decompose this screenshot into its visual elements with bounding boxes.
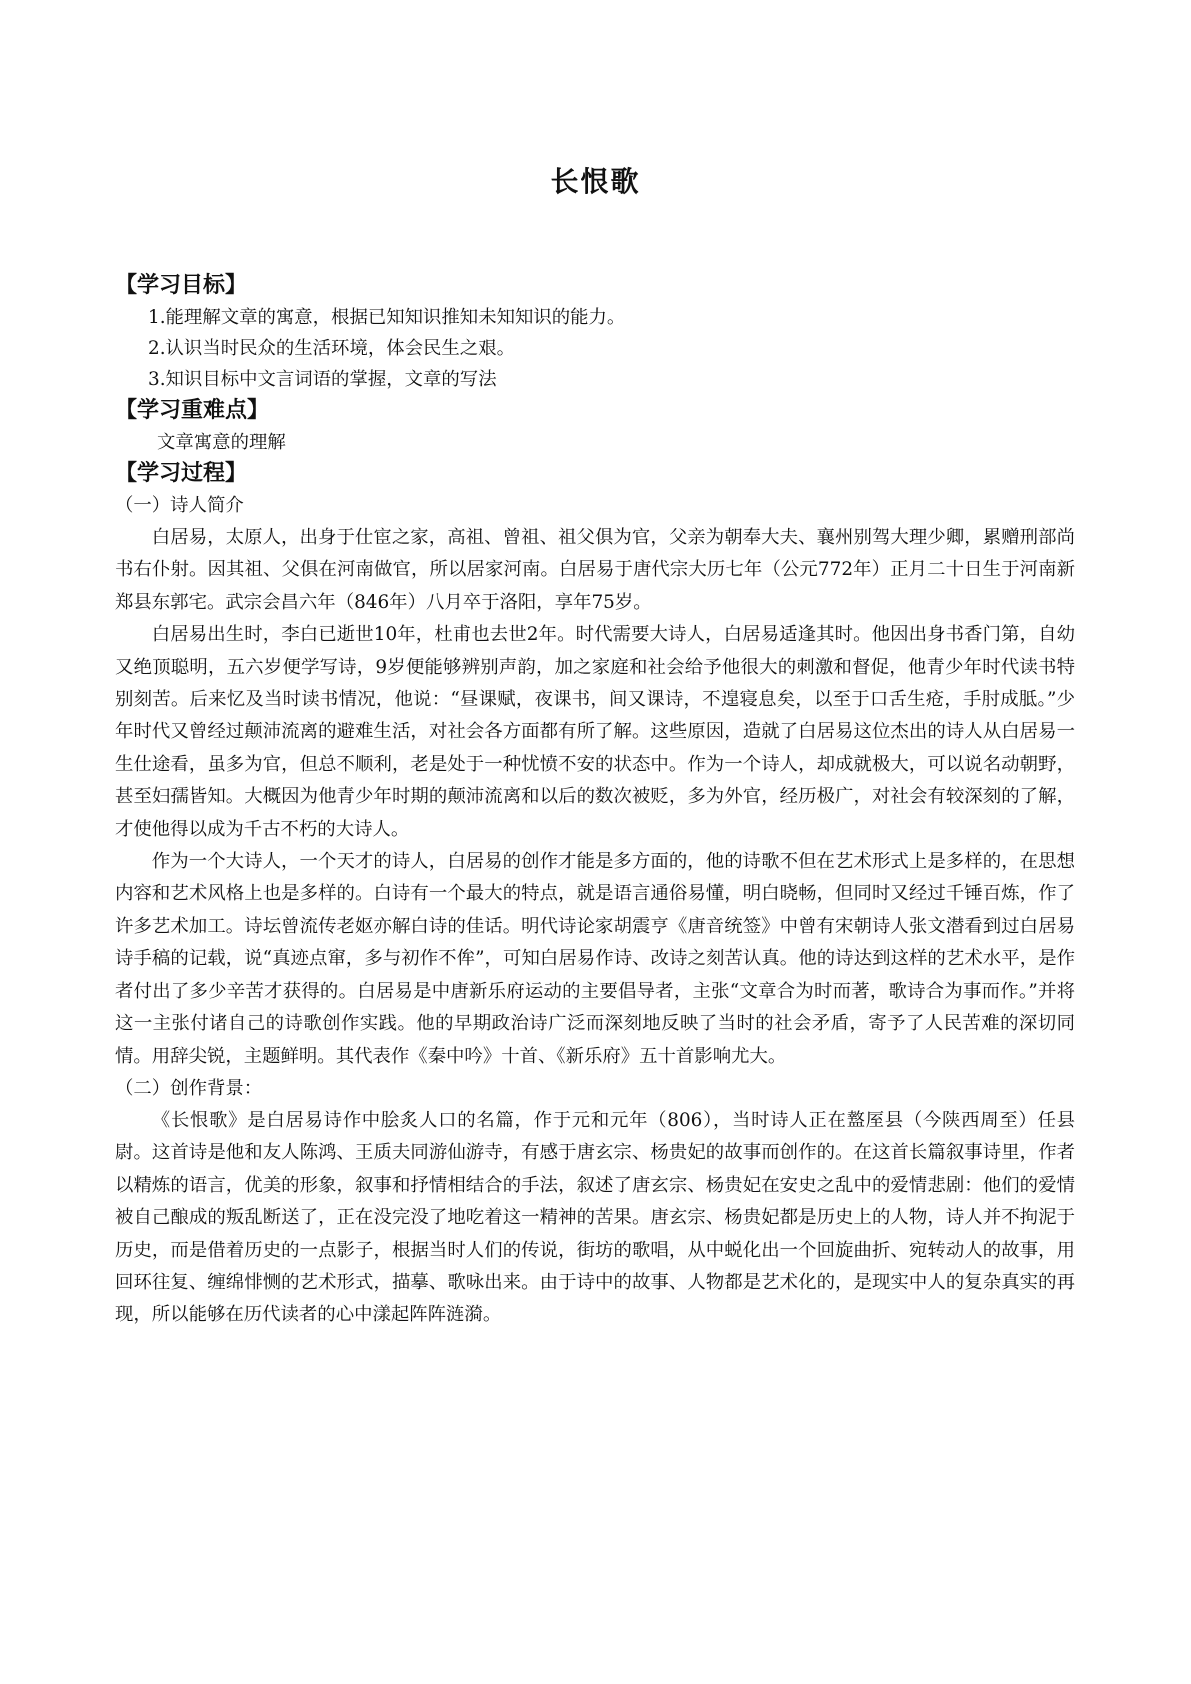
poet-intro-paragraph: 作为一个大诗人，一个天才的诗人，白居易的创作才能是多方面的，他的诗歌不但在艺术形式上是多样的，在思想内容和艺术风格上也是多样的。白诗有一个最大的特点，就是语言通俗易懂，明白晓畅，但同时又经过千锤百炼，作了许多艺术加工。诗坛曾流传老妪亦解白诗的佳话。明代诗论家胡震亨《唐音统签》中曾有宋朝诗人张文潜看到过白居易诗手稿的记载，说“真迹点窜，多与初作不侔”，可知白居易作诗、改诗之刻苦认真。他的诗达到这样的艺术水平，是作者付出了多少辛苦才获得的。白居易是中唐新乐府运动的主要倡导者，主张“文章合为时而著，歌诗合为事而作。”并将这一主张付诸自己的诗歌创作实践。他的早期政治诗广泛而深刻地反映了当时的社会矛盾，寄予了人民苦难的深切同情。用辞尖锐，主题鲜明。其代表作《秦中吟》十首、《新乐府》五十首影响尤大。	[115, 851, 1075, 1067]
learning-process-heading: 【学习过程】	[115, 461, 248, 486]
learning-goal-item: 1.能理解文章的寓意，根据已知知识推知未知知识的能力。	[148, 307, 626, 328]
poet-intro-paragraph: 白居易，太原人，出身于仕宦之家，高祖、曾祖、祖父俱为官，父亲为朝奉大夫、襄州别驾大理少卿，累赠刑部尚书右仆射。因其祖、父俱在河南做官，所以居家河南。白居易于唐代宗大历七年（公元772年）正月二十日生于河南新郑县东郭宅。武宗会昌六年（846年）八月卒于洛阳，享年75岁。	[115, 527, 1075, 613]
learning-goal-item: 3.知识目标中文言词语的掌握，文章的写法	[148, 369, 497, 390]
learning-goals-heading: 【学习目标】	[115, 273, 248, 298]
background-heading: （二）创作背景：	[115, 1077, 263, 1099]
background-paragraph: 《长恨歌》是白居易诗作中脍炙人口的名篇，作于元和元年（806），当时诗人正在盩厔县（今陕西周至）任县尉。这首诗是他和友人陈鸿、王质夫同游仙游寺，有感于唐玄宗、杨贵妃的故事而创作的。在这首长篇叙事诗里，作者以精炼的语言，优美的形象，叙事和抒情相结合的手法，叙述了唐玄宗、杨贵妃在安史之乱中的爱情悲剧：他们的爱情被自己酿成的叛乱断送了，正在没完没了地吃着这一精神的苦果。唐玄宗、杨贵妃都是历史上的人物，诗人并不拘泥于历史，而是借着历史的一点影子，根据当时人们的传说，街坊的歌唱，从中蜕化出一个回旋曲折、宛转动人的故事，用回环往复、缠绵悱恻的艺术形式，描摹、歌咏出来。由于诗中的故事、人物都是艺术化的，是现实中人的复杂真实的再现，所以能够在历代读者的心中漾起阵阵涟漪。	[115, 1109, 1075, 1326]
document-title: 长恨歌	[550, 165, 641, 198]
poet-intro-heading: （一）诗人简介	[115, 495, 244, 516]
key-points-heading: 【学习重难点】	[115, 398, 270, 423]
poet-intro-paragraph: 白居易出生时，李白已逝世10年，杜甫也去世2年。时代需要大诗人，白居易适逢其时。他因出身书香门第，自幼又绝顶聪明，五六岁便学写诗，9岁便能够辨别声韵，加之家庭和社会给予他很大的刺激和督促，他青少年时代读书特别刻苦。后来忆及当时读书情况，他说：“昼课赋，夜课书，间又课诗，不遑寝息矣，以至于口舌生疮，手肘成胝。”少年时代又曾经过颠沛流离的避难生活，对社会各方面都有所了解。这些原因，造就了白居易这位杰出的诗人从白居易一生仕途看，虽多为官，但总不顺利，老是处于一种忧愤不安的状态中。作为一个诗人，却成就极大，可以说名动朝野，甚至妇孺皆知。大概因为他青少年时期的颠沛流离和以后的数次被贬，多为外官，经历极广，对社会有较深刻的了解，才使他得以成为千古不朽的大诗人。	[115, 624, 1075, 840]
key-points-text: 文章寓意的理解	[157, 432, 286, 453]
document-body	[115, 270, 1075, 1332]
learning-goal-item: 2.认识当时民众的生活环境，体会民生之艰。	[148, 338, 515, 359]
